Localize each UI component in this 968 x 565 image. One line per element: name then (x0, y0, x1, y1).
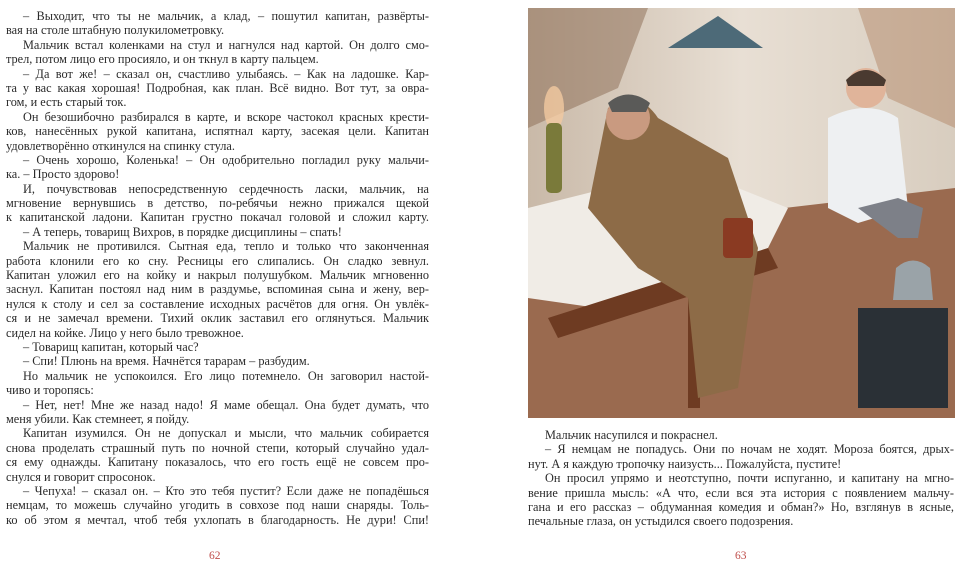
text-line: та у вас какая хорошая! Подробная, как план. Всё видно. Вот тут, за овра- (6, 80, 429, 95)
text-line: – Да вот же! – сказал он, счастливо улыбаясь. – Как на ладошке. Кар- (23, 66, 429, 81)
text-line: удовлетворённо откинулся на спинку стула. (6, 138, 235, 153)
text-line: – Очень хорошо, Коленька! – Он одобрительно погладил руку мальчи- (23, 152, 429, 167)
text-line: нулся к столу и сел за составление исходных расчётов для огня. Он увлёк- (6, 296, 429, 311)
text-line: гом, и есть старый ток. (6, 95, 127, 110)
text-line: – Выходит, что ты не мальчик, а клад, – пошутил капитан, развёрты- (23, 9, 429, 23)
text-line: немцам, то можешь случайно угодить в совхозе под наши снаряды. Толь- (6, 498, 429, 513)
text-line: работа клонили его ко сну. Ресницы его слипались. Он сладко зевнул. (6, 253, 429, 268)
page-number-right: 63 (735, 550, 747, 562)
right-page (484, 0, 968, 565)
text-line: меня убили. Как стемнеет, я пойду. (6, 411, 190, 426)
text-line: – Спи! Плюнь на время. Начнётся тарарам – разбудим. (23, 354, 310, 369)
text-line: снова проделать страшный путь по ночной степи, который случайно удал- (6, 440, 429, 455)
text-line: вение пришла мысль: «А что, если вся эта история с появлением мальчу- (528, 485, 954, 500)
illustration-captain-and-boy (528, 8, 955, 418)
text-line: – Чепуха! – сказал он. – Кто это тебя пустит? Если даже не попадёшься (23, 483, 429, 498)
text-line: – Я немцам не попадусь. Они по ночам не ходят. Мороза боятся, дрых- (545, 442, 954, 457)
text-line: Но мальчик не успокоился. Его лицо потемнело. Он заговорил настой- (23, 368, 429, 383)
text-line: чиво и торопясь: (6, 383, 94, 398)
text-line: Капитан изумился. Он не допускал и мысли, что мальчик собирается (23, 426, 429, 441)
text-line: ко об этом я мечтал, чтоб тебя ухлопать в благодарность. Не дури! Спи! (6, 512, 429, 527)
text-line: трел, потом лицо его просияло, и он ткнул в карту пальцем. (6, 52, 319, 67)
text-line: Он просил упрямо и неотступно, почти испуганно, и капитану на мгно- (545, 471, 954, 486)
text-line: – Товарищ капитан, который час? (23, 339, 199, 354)
right-page-text (528, 428, 954, 529)
text-line: печальные глаза, он устыдился своего подозрения. (528, 514, 794, 529)
text-line: мгновение вернувшись в детство, по-ребячьи нежно прижался щекой (6, 196, 429, 211)
text-line: нут. А я каждую тропочку наизусть... Пожалуйста, пустите! (528, 456, 842, 471)
stove (858, 308, 948, 408)
text-line: – Нет, нет! Мне же назад надо! Я маме обещал. Она будет думать, что (23, 397, 429, 412)
page-number-left: 62 (209, 550, 221, 562)
text-line: заснул. Капитан постоял над ним в раздумье, вспоминая сына и жену, вер- (6, 282, 429, 297)
text-line: ка. – Просто здорово! (6, 167, 120, 182)
text-line: Он безошибочно разбирался в карте, и вскоре частокол красных крести- (23, 109, 429, 124)
text-line: ся ему однажды. Капитану показалось, что его гость ещё не совсем про- (6, 455, 429, 470)
text-line: ся и не замечал времени. Тихий оклик заставил его оглянуться. Мальчик (6, 311, 429, 326)
text-line: Мальчик не противился. Сытная еда, тепло и только что законченная (23, 239, 429, 254)
bottle (546, 123, 562, 193)
text-line: сидел на койке. Лицо у него было тревожное. (6, 325, 244, 340)
kettle (893, 261, 933, 301)
text-line: – А теперь, товарищ Вихров, в порядке дисциплины – спать! (23, 224, 342, 239)
text-line: И, почувствовав непосредственную сердечность ласки, мальчик, на (23, 181, 429, 196)
text-line: гана и его рассказ – обдуманная комедия и обман?» Но, взглянув в ясные, (528, 499, 954, 514)
text-line: Капитан уложил его на койку и накрыл полушубком. Мальчик мгновенно (6, 268, 429, 283)
left-page-text (6, 9, 429, 527)
text-line: ков, нанесённых рукой капитана, испятнал карту, засекая цели. Капитан (6, 124, 429, 139)
text-line: вая на столе штабную полукилометровку. (6, 23, 225, 38)
text-line: к капитанской ладони. Капитан грустно покачал головой и сложил карту. (6, 210, 429, 225)
holster (723, 218, 753, 258)
text-line: снулся и говорит спросонок. (6, 469, 156, 484)
text-line: Мальчик встал коленками на стул и нагнулся над картой. Он долго смо- (23, 37, 429, 52)
text-line: Мальчик насупился и покраснел. (545, 428, 718, 442)
